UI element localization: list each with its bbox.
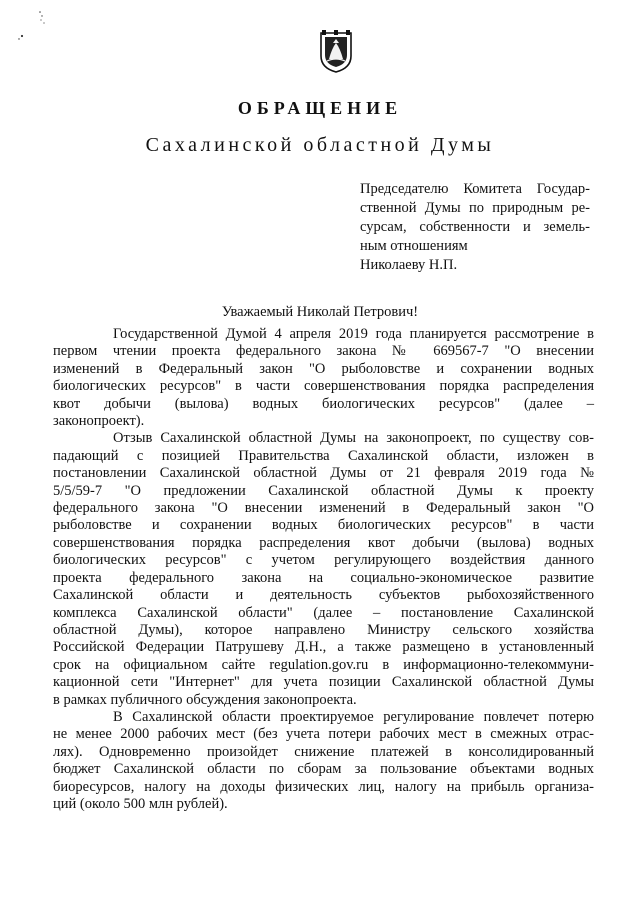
paragraph-line: Российской Федерации Патрушеву Д.Н., а также размещено в установленный (53, 639, 594, 656)
paragraph-line: В Сахалинской области проектируемое регулирование повлечет потерю (113, 708, 594, 725)
paragraph-line: Сахалинской области и деятельность субъектов рыбохозяйственного (53, 587, 594, 604)
paragraph-line: изменений в Федеральный закон "О рыболовстве и сохранении водных (53, 360, 594, 377)
paragraph-line: федерального закона "О внесении изменений в Федеральный закон "О (53, 500, 594, 517)
paragraph-line: лях). Одновременно произойдет снижение платежей в консолидированный (53, 743, 594, 760)
addressee-line: ным отношениям (360, 238, 468, 254)
paragraph-line: биологических ресурсов" с учетом регулирующего воздействия данного (53, 552, 594, 569)
addressee-line: Председателю Комитета Государ- (360, 181, 590, 197)
paragraph (53, 326, 594, 430)
addressee-line: сурсам, собственности и земель- (360, 219, 590, 235)
scan-specks (14, 10, 54, 50)
paragraph-line: совершенствования порядка распределения квот добычи (вылова) водных (53, 534, 594, 551)
paragraph-line: постановлении Сахалинской областной Думы от 21 февраля 2019 года № (53, 465, 594, 482)
paragraph-line: квот добычи (вылова) водных биологических ресурсов" (далее – (53, 395, 594, 412)
paragraph-line: в рамках публичного обсуждения законопроекта. (53, 691, 357, 708)
document-subtitle: Сахалинской областной Думы (145, 134, 495, 156)
paragraph-line: рыболовстве и сохранении водных биологических ресурсов" в части (53, 517, 594, 534)
paragraph-line: биологических ресурсов" в части совершенствования порядка распределения (53, 378, 594, 395)
paragraph-line: бюджет Сахалинской области по сборам за пользование объектами водных (53, 761, 594, 778)
salutation: Уважаемый Николай Петрович! (221, 304, 419, 320)
paragraph-line: кационной сети "Интернет" для учета позиции Сахалинской областной Думы (53, 674, 594, 691)
paragraph-line: падающий с позицией Правительства Сахалинской области, изложен в (53, 447, 594, 464)
paragraph-line: биоресурсов, налогу на доходы физических лиц, налогу на прибыль организа- (53, 778, 594, 795)
paragraph-line: не менее 2000 рабочих мест (без учета потери рабочих мест в смежных отрас- (53, 726, 594, 743)
paragraph-line: срок на официальном сайте regulation.gov.ru в информационно-телекоммуни- (53, 656, 594, 673)
addressee-line: ственной Думы по природным ре- (360, 200, 590, 216)
paragraph-line: проекта федерального закона на социально-экономическое развитие (53, 569, 594, 586)
paragraph-line: Отзыв Сахалинской областной Думы на законопроект, по существу сов- (113, 430, 594, 447)
paragraph (53, 708, 594, 813)
paragraph-line: ций (около 500 млн рублей). (53, 795, 228, 812)
paragraph-line: Государственной Думой 4 апреля 2019 года планируется рассмотрение в (113, 326, 594, 342)
paragraph-line: областной Думы), которое направлено Министру сельского хозяйства (53, 621, 594, 638)
paragraph-line: первом чтении проекта федерального закона № 669567-7 "О внесении (53, 343, 594, 360)
document-title: ОБРАЩЕНИЕ (237, 98, 403, 118)
coat-of-arms-icon (316, 30, 356, 74)
paragraph-line: комплекса Сахалинской области" (далее – постановление Сахалинской (53, 604, 594, 621)
addressee-line: Николаеву Н.П. (360, 257, 458, 273)
paragraph-line: 5/5/59-7 "О предложении Сахалинской областной Думы к проекту (53, 482, 594, 499)
addressee-block (360, 180, 590, 275)
paragraph-line: законопроект). (53, 413, 145, 430)
letter-body (53, 326, 594, 813)
paragraph (53, 430, 594, 709)
